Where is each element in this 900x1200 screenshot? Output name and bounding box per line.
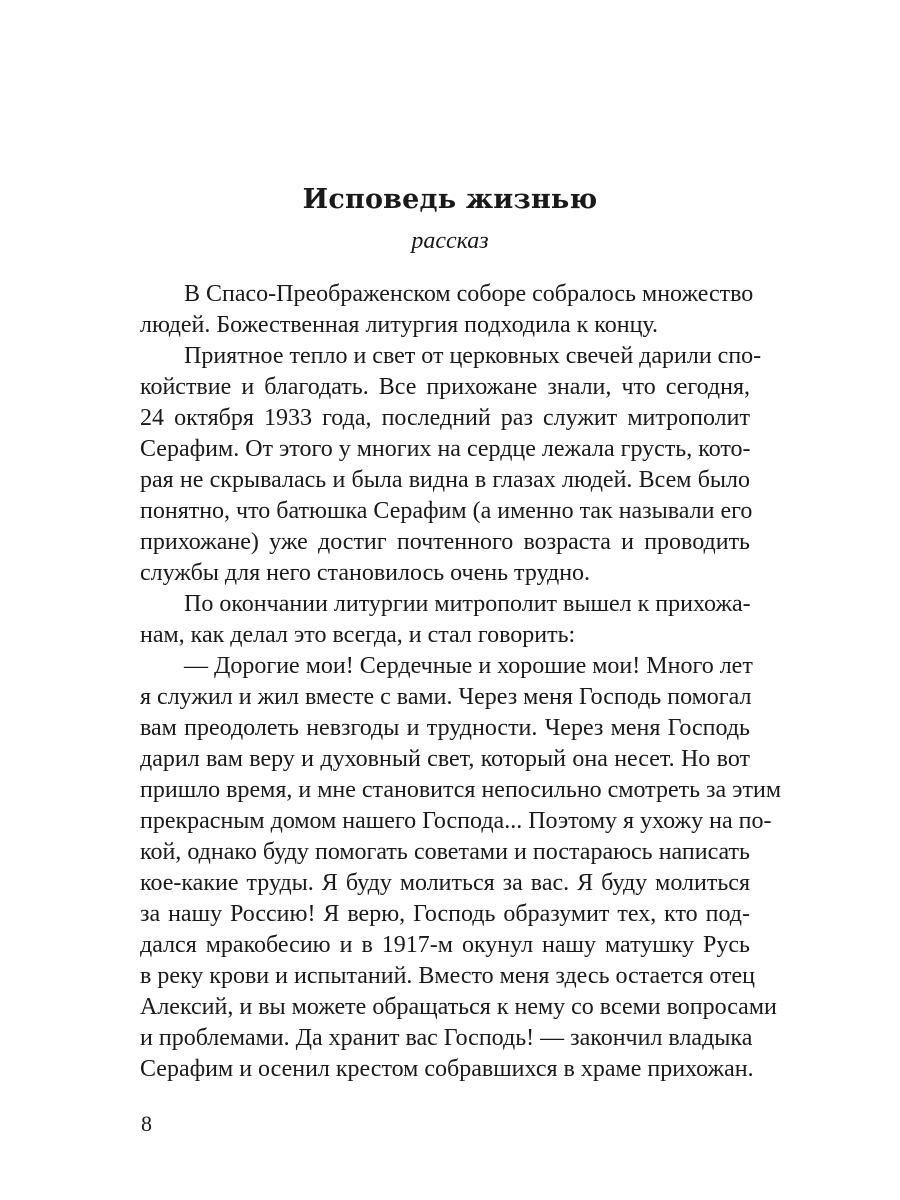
text-line: понятно, что батюшка Серафим (а именно так называли его bbox=[140, 498, 753, 524]
text-line: за нашу Россию! Я верю, Господь образумит тех, кто под- bbox=[140, 901, 750, 927]
text-line: службы для него становилось очень трудно. bbox=[140, 560, 591, 586]
text-line: нам, как делал это всегда, и стал говорить: bbox=[140, 622, 576, 648]
text-line: я служил и жил вместе с вами. Через меня Господь помогал bbox=[140, 684, 752, 710]
text-line: койствие и благодать. Все прихожане знали, что сегодня, bbox=[140, 374, 750, 400]
text-line: В Спасо-Преображенском соборе собралось множество bbox=[184, 281, 754, 307]
text-line: 24 октября 1933 года, последний раз служит митрополит bbox=[140, 405, 750, 431]
text-line: Приятное тепло и свет от церковных свечей дарили спо- bbox=[184, 343, 762, 369]
story-subtitle: рассказ bbox=[411, 228, 489, 254]
text-line: прихожане) уже достиг почтенного возраста и проводить bbox=[140, 529, 750, 555]
text-line: По окончании литургии митрополит вышел к прихожа- bbox=[184, 591, 751, 617]
text-line: дался мракобесию и в 1917-м окунул нашу матушку Русь bbox=[140, 932, 750, 958]
text-line: вам преодолеть невзгоды и трудности. Через меня Господь bbox=[140, 715, 750, 741]
text-line: в реку крови и испытаний. Вместо меня здесь остается отец bbox=[140, 963, 755, 989]
text-line: Серафим и осенил крестом собравшихся в храме прихожан. bbox=[140, 1056, 754, 1082]
text-line: кой, однако буду помогать советами и постараюсь написать bbox=[140, 839, 750, 865]
story-text bbox=[140, 279, 782, 1085]
page-number: 8 bbox=[141, 1111, 152, 1136]
text-line: Алексий, и вы можете обращаться к нему со всеми вопросами bbox=[140, 994, 777, 1020]
text-line: кое-какие труды. Я буду молиться за вас. Я буду молиться bbox=[140, 870, 750, 896]
text-line: Серафим. От этого у многих на сердце лежала грусть, кото- bbox=[140, 436, 751, 462]
text-line: рая не скрывалась и была видна в глазах людей. Всем было bbox=[140, 467, 750, 493]
text-line: людей. Божественная литургия подходила к концу. bbox=[140, 312, 659, 338]
text-line: и проблемами. Да хранит вас Господь! — закончил владыка bbox=[140, 1025, 753, 1051]
text-line: пришло время, и мне становится непосильно смотреть за этим bbox=[140, 777, 782, 803]
text-line: — Дорогие мои! Сердечные и хорошие мои! Много лет bbox=[184, 653, 753, 679]
story-title: Исповедь жизнью bbox=[302, 184, 598, 215]
text-line: дарил вам веру и духовный свет, который она несет. Но вот bbox=[140, 746, 750, 772]
text-line: прекрасным домом нашего Господа... Поэтому я ухожу на по- bbox=[140, 808, 772, 834]
